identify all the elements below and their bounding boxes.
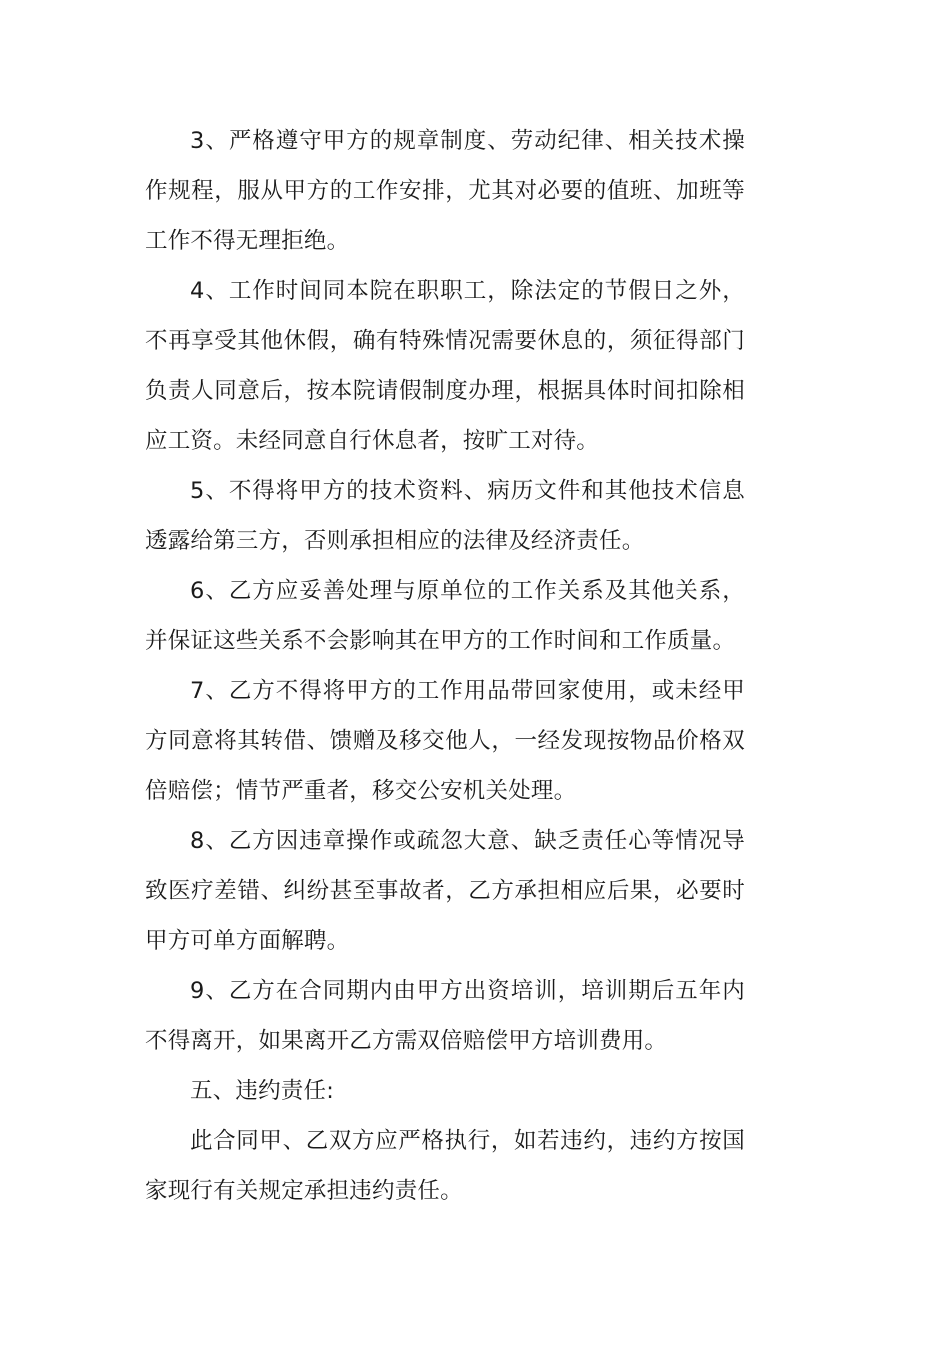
clause-7-paragraph: 7、乙方不得将甲方的工作用品带回家使用，或未经甲方同意将其转借、馈赠及移交他人，一经发现按物品价格双倍赔偿；情节严重者，移交公安机关处理。 — [145, 678, 745, 804]
clause-5-paragraph: 5、不得将甲方的技术资料、病历文件和其他技术信息透露给第三方，否则承担相应的法律及经济责任。 — [145, 478, 745, 554]
breach-liability-paragraph: 此合同甲、乙双方应严格执行，如若违约，违约方按国家现行有关规定承担违约责任。 — [145, 1128, 745, 1204]
clause-9-paragraph: 9、乙方在合同期内由甲方出资培训，培训期后五年内不得离开，如果离开乙方需双倍赔偿甲方培训费用。 — [145, 978, 745, 1054]
clause-3-paragraph: 3、严格遵守甲方的规章制度、劳动纪律、相关技术操作规程，服从甲方的工作安排，尤其对必要的值班、加班等工作不得无理拒绝。 — [145, 128, 745, 254]
document-body — [145, 116, 745, 1216]
section-heading-breach-liability: 五、违约责任: — [190, 1078, 334, 1104]
clause-4-paragraph: 4、工作时间同本院在职职工，除法定的节假日之外，不再享受其他休假，确有特殊情况需要休息的，须征得部门负责人同意后，按本院请假制度办理，根据具体时间扣除相应工资。未经同意自行休息者，按旷工对待。 — [145, 278, 745, 454]
clause-6-paragraph: 6、乙方应妥善处理与原单位的工作关系及其他关系，并保证这些关系不会影响其在甲方的工作时间和工作质量。 — [145, 578, 745, 654]
clause-8-paragraph: 8、乙方因违章操作或疏忽大意、缺乏责任心等情况导致医疗差错、纠纷甚至事故者，乙方承担相应后果，必要时甲方可单方面解聘。 — [145, 828, 745, 954]
